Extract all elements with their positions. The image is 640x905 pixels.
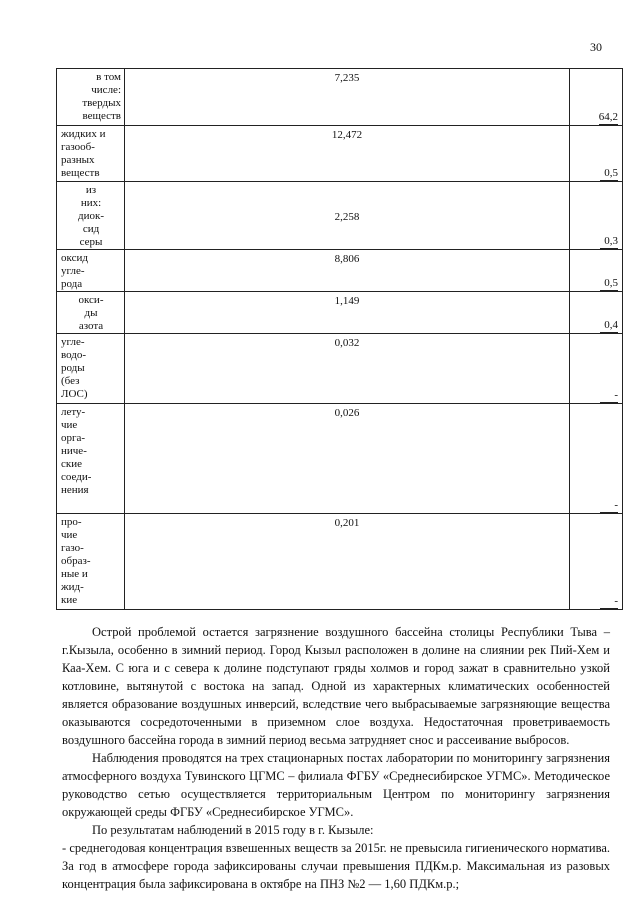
emission-value: 8,806 bbox=[334, 253, 360, 265]
list-item: - среднегодовая концентрация взвешенных веществ за 2015г. не превысила гигиенического норматива. За год в атмосфере города зафиксированы случаи превышения ПДКм.р. Максимальная из разовых концентрация была зафиксирована в октябре на ПНЗ №2 — 1,60 ПДКм.р.; bbox=[62, 841, 610, 891]
table-row bbox=[57, 514, 623, 610]
emission-value: 7,235 bbox=[334, 72, 360, 84]
paragraph: Наблюдения проводятся на трех стационарных постах лаборатории по мониторингу загрязнения атмосферного воздуха Тувинского ЦГМС – филиала ФГБУ «Среднесибирское УГМС». Методическое руководство сетью осуществляется территориальным Центром по мониторингу загрязнения окружающей среды ФГБУ «Среднесибирское УГМС». bbox=[62, 751, 610, 819]
substance-name-cell bbox=[57, 334, 125, 404]
emission-value: 0,026 bbox=[334, 407, 360, 419]
substance-name-cell bbox=[57, 250, 125, 292]
substance-name: оксид угле- рода bbox=[61, 252, 88, 290]
paragraph: Острой проблемой остается загрязнение воздушного бассейна столицы Республики Тыва – г.Кызыла, особенно в зимний период. Город Кызыл расположен в долине на слиянии рек Пий-Хем и Каа-Хем. С юга и с севера к долине подступают гряды холмов и город зажат в сравнительно узкой котловине, вытянутой с востока на запад. Одной из характерных климатических особенностей является образование воздушных инверсий, вследствие чего выбрасываемые загрязняющие вещества оказываются сосредоточенными в приземном слое воздуха. Недостаточная проветриваемость воздушного бассейна города в зимний период весьма затрудняет снос и рассеивание выбросов. bbox=[62, 625, 610, 747]
share-value: 0,3 bbox=[600, 235, 618, 249]
substance-name: лету- чие орга- ниче- ские соеди- нения bbox=[61, 406, 92, 496]
emissions-table bbox=[56, 68, 623, 610]
table-row bbox=[57, 69, 623, 126]
emission-value: 0,201 bbox=[334, 517, 360, 529]
table-row bbox=[57, 334, 623, 404]
value-cell bbox=[125, 126, 570, 182]
value-cell bbox=[125, 182, 570, 250]
share-cell bbox=[570, 334, 623, 404]
value-cell bbox=[125, 404, 570, 514]
substance-name: жидких и газооб- разных веществ bbox=[61, 128, 106, 179]
table-row bbox=[57, 404, 623, 514]
share-cell bbox=[570, 514, 623, 610]
share-value: 64,2 bbox=[598, 111, 618, 123]
substance-name-cell bbox=[57, 514, 125, 610]
value-cell bbox=[125, 334, 570, 404]
table-row bbox=[57, 292, 623, 334]
emission-value: 2,258 bbox=[334, 211, 360, 223]
substance-name-cell bbox=[57, 126, 125, 182]
share-cell bbox=[570, 404, 623, 514]
value-cell bbox=[125, 250, 570, 292]
value-cell bbox=[125, 69, 570, 126]
share-value: 0,5 bbox=[600, 167, 618, 181]
share-cell bbox=[570, 69, 623, 126]
share-cell bbox=[570, 250, 623, 292]
share-value: - bbox=[600, 389, 618, 403]
table-row bbox=[57, 126, 623, 182]
page-number: 30 bbox=[590, 40, 602, 54]
table-row bbox=[57, 250, 623, 292]
paragraph: По результатам наблюдений в 2015 году в г. Кызыле: bbox=[92, 823, 374, 837]
body-text bbox=[62, 623, 610, 893]
emission-value: 0,032 bbox=[334, 337, 360, 349]
value-cell bbox=[125, 514, 570, 610]
substance-name-cell bbox=[57, 292, 125, 334]
share-cell bbox=[570, 126, 623, 182]
substance-name: про- чие газо- образ- ные и жид- кие bbox=[61, 516, 91, 606]
share-value: 0,5 bbox=[600, 277, 618, 291]
substance-name-cell bbox=[57, 404, 125, 514]
share-cell bbox=[570, 182, 623, 250]
share-value: - bbox=[600, 595, 618, 609]
substance-name: в том числе: твердых веществ bbox=[82, 71, 121, 122]
share-cell bbox=[570, 292, 623, 334]
share-value: 0,4 bbox=[600, 319, 618, 333]
emission-value: 12,472 bbox=[331, 129, 363, 141]
substance-name-cell bbox=[57, 69, 125, 126]
value-cell bbox=[125, 292, 570, 334]
emission-value: 1,149 bbox=[334, 295, 360, 307]
substance-name: окси- ды азота bbox=[78, 294, 104, 332]
substance-name: угле- водо- роды (без ЛОС) bbox=[61, 336, 88, 400]
table-row bbox=[57, 182, 623, 250]
substance-name: из них: диок- сид серы bbox=[78, 184, 104, 248]
share-value: - bbox=[600, 499, 618, 513]
substance-name-cell bbox=[57, 182, 125, 250]
